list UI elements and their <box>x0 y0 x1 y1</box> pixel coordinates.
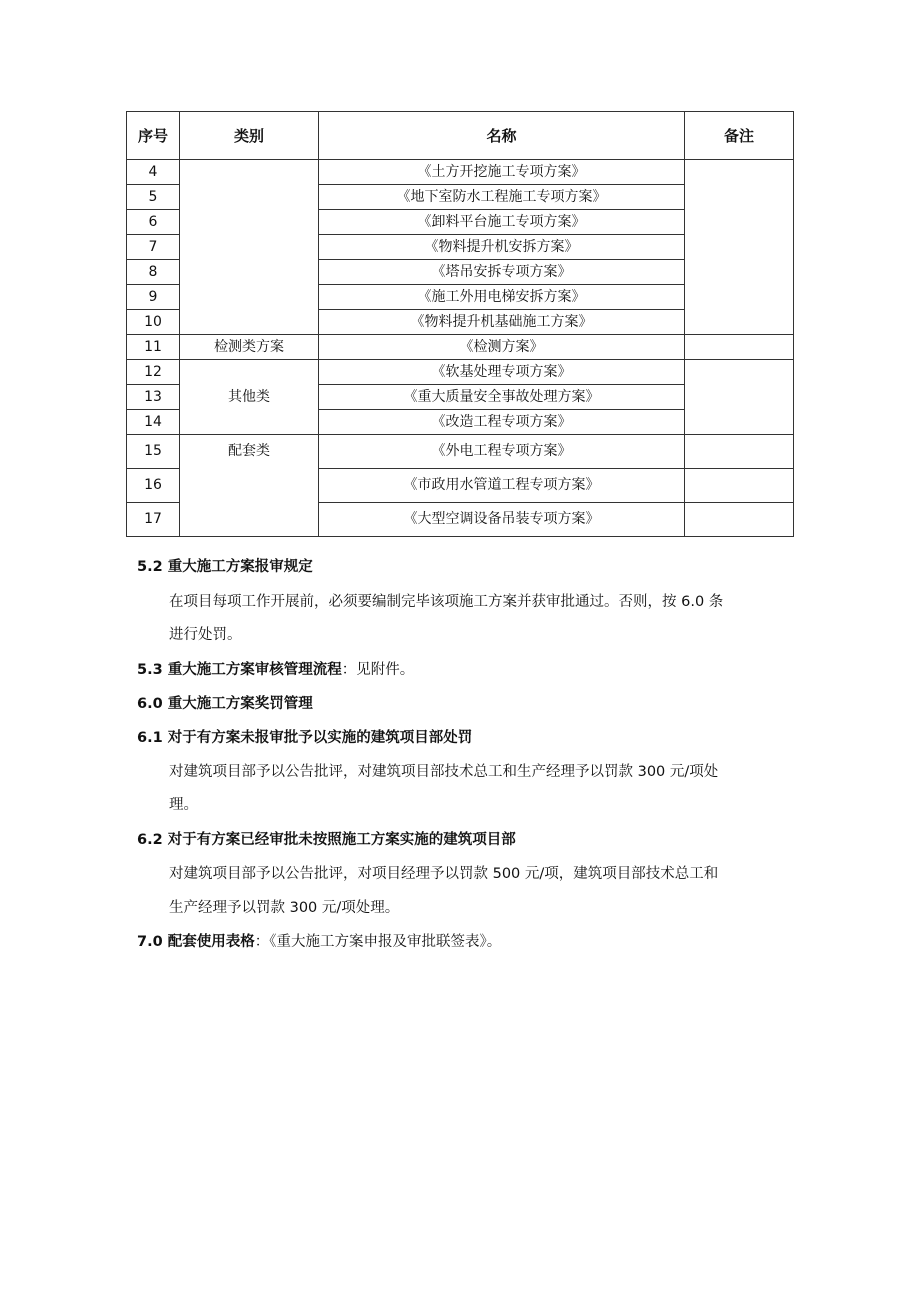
category-cell <box>180 160 319 335</box>
category-label: 配套类 <box>228 443 270 459</box>
section-6-1-text-line1: 对建筑项目部予以公告批评，对建筑项目部技术总工和生产经理予以罚款 300 元/项处 <box>169 764 719 780</box>
section-5-2-text-line2: 进行处罚。 <box>169 627 242 643</box>
header-no: 序号 <box>127 112 180 160</box>
row-name: 《施工外用电梯安拆方案》 <box>319 285 685 310</box>
section-7-0-heading: 7.0 配套使用表格 <box>137 934 255 950</box>
category-cell <box>180 435 319 537</box>
table-row <box>127 360 794 385</box>
section-6-1-text-line2: 理。 <box>169 797 198 813</box>
section-5-2-heading: 5.2 重大施工方案报审规定 <box>137 559 313 575</box>
table-row <box>127 335 794 360</box>
row-name: 《卸料平台施工专项方案》 <box>319 210 685 235</box>
section-7-0 <box>137 930 501 951</box>
remark-cell <box>685 335 794 360</box>
row-no: 17 <box>127 503 180 537</box>
remark-cell <box>685 469 794 503</box>
row-name: 《大型空调设备吊装专项方案》 <box>319 503 685 537</box>
table-row <box>127 435 794 469</box>
header-remark: 备注 <box>685 112 794 160</box>
row-no: 10 <box>127 310 180 335</box>
row-no: 9 <box>127 285 180 310</box>
section-7-0-text: ：《重大施工方案申报及审批联签表》。 <box>254 934 502 950</box>
remark-cell <box>685 503 794 537</box>
remark-cell <box>685 160 794 335</box>
row-name: 《地下室防水工程施工专项方案》 <box>319 185 685 210</box>
table-row <box>127 160 794 185</box>
row-name: 《市政用水管道工程专项方案》 <box>319 469 685 503</box>
row-no: 13 <box>127 385 180 410</box>
row-name: 《改造工程专项方案》 <box>319 410 685 435</box>
section-6-1-heading: 6.1 对于有方案未报审批予以实施的建筑项目部处罚 <box>137 730 473 746</box>
table-header-row <box>127 112 794 160</box>
remark-cell <box>685 360 794 435</box>
row-no: 16 <box>127 469 180 503</box>
section-6-0-heading: 6.0 重大施工方案奖罚管理 <box>137 696 313 712</box>
row-name: 《检测方案》 <box>319 335 685 360</box>
section-6-2-heading: 6.2 对于有方案已经审批未按照施工方案实施的建筑项目部 <box>137 832 516 848</box>
row-name: 《外电工程专项方案》 <box>319 435 685 469</box>
row-name: 《塔吊安拆专项方案》 <box>319 260 685 285</box>
row-no: 6 <box>127 210 180 235</box>
row-no: 7 <box>127 235 180 260</box>
section-6-2-text-line2: 生产经理予以罚款 300 元/项处理。 <box>169 900 400 916</box>
header-category: 类别 <box>180 112 319 160</box>
row-no: 11 <box>127 335 180 360</box>
remark-cell <box>685 435 794 469</box>
row-name: 《物料提升机基础施工方案》 <box>319 310 685 335</box>
section-5-3 <box>137 658 414 679</box>
row-name: 《土方开挖施工专项方案》 <box>319 160 685 185</box>
section-5-2-text-line1: 在项目每项工作开展前，必须要编制完毕该项施工方案并获审批通过。否则，按 6.0 条 <box>169 594 724 610</box>
row-no: 5 <box>127 185 180 210</box>
row-name: 《重大质量安全事故处理方案》 <box>319 385 685 410</box>
row-name: 《物料提升机安拆方案》 <box>319 235 685 260</box>
row-no: 12 <box>127 360 180 385</box>
row-no: 14 <box>127 410 180 435</box>
section-6-2-text-line1: 对建筑项目部予以公告批评，对项目经理予以罚款 500 元/项，建筑项目部技术总工和 <box>169 866 719 882</box>
row-no: 4 <box>127 160 180 185</box>
construction-plan-table <box>126 111 794 537</box>
section-5-3-heading: 5.3 重大施工方案审核管理流程 <box>137 662 342 678</box>
category-cell: 检测类方案 <box>180 335 319 360</box>
section-5-3-text: ：见附件。 <box>341 662 415 678</box>
row-no: 8 <box>127 260 180 285</box>
row-name: 《软基处理专项方案》 <box>319 360 685 385</box>
category-cell: 其他类 <box>180 360 319 435</box>
row-no: 15 <box>127 435 180 469</box>
header-name: 名称 <box>319 112 685 160</box>
